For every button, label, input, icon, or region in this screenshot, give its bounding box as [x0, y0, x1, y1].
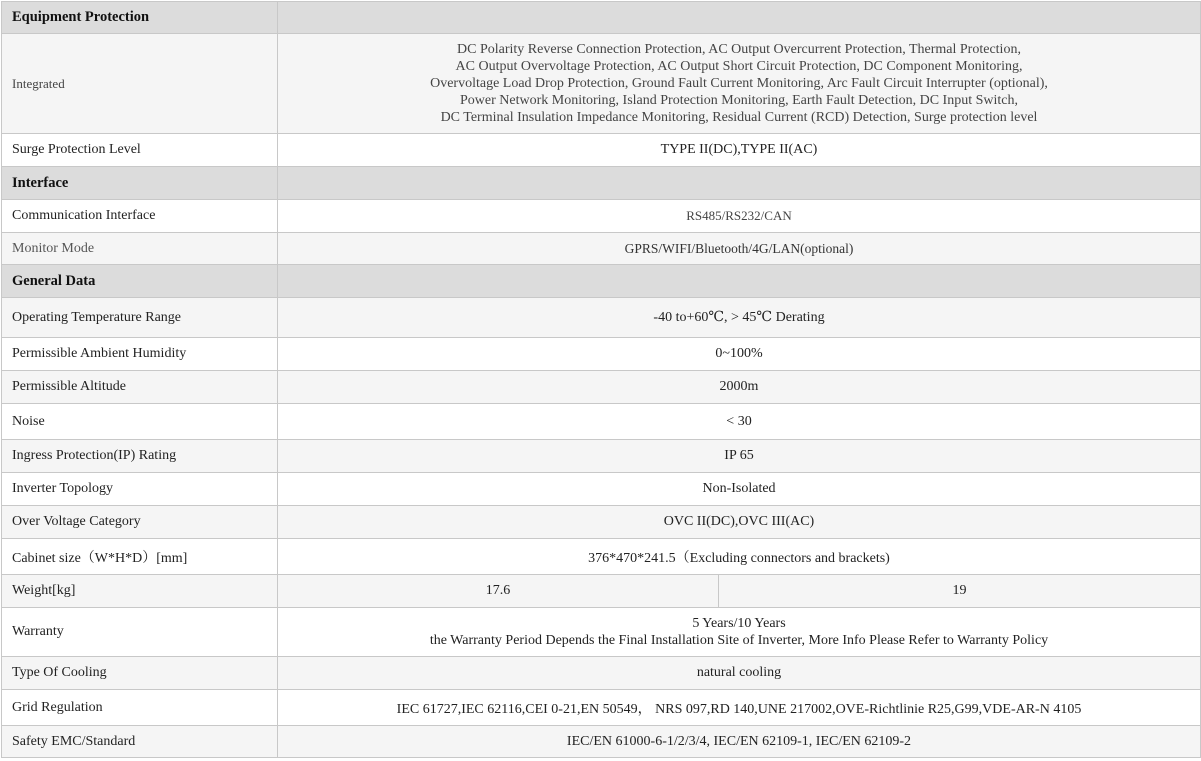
row-label: Grid Regulation	[2, 690, 278, 726]
spec-row-cabinet	[2, 539, 1201, 575]
spec-row-humidity	[2, 338, 1201, 371]
section-row-protection	[2, 2, 1201, 34]
spec-row-altitude	[2, 371, 1201, 404]
row-label: Over Voltage Category	[2, 506, 278, 539]
row-label: Inverter Topology	[2, 473, 278, 506]
row-label: Noise	[2, 404, 278, 440]
row-value: IP 65	[278, 440, 1201, 473]
row-label: Weight[kg]	[2, 575, 278, 608]
section-filler	[278, 265, 1201, 298]
spec-row-weight	[2, 575, 1201, 608]
section-row-general	[2, 265, 1201, 298]
row-label: Permissible Ambient Humidity	[2, 338, 278, 371]
row-label: Permissible Altitude	[2, 371, 278, 404]
row-value: RS485/RS232/CAN	[278, 200, 1201, 233]
spec-row-temperature	[2, 298, 1201, 338]
row-label: Integrated	[2, 34, 278, 134]
row-label: Communication Interface	[2, 200, 278, 233]
row-value: TYPE II(DC),TYPE II(AC)	[278, 134, 1201, 167]
row-value: OVC II(DC),OVC III(AC)	[278, 506, 1201, 539]
warranty-years: 5 Years/10 Years	[692, 616, 786, 631]
section-title: Interface	[2, 167, 278, 200]
row-value	[278, 34, 1201, 134]
spec-row-cooling	[2, 657, 1201, 690]
warranty-note: the Warranty Period Depends the Final Installation Site of Inverter, More Info Please Refer to Warranty Policy	[429, 633, 1049, 648]
spec-row-monitor	[2, 233, 1201, 265]
row-value: -40 to+60℃, > 45℃ Derating	[278, 298, 1201, 338]
row-value: GPRS/WIFI/Bluetooth/4G/LAN(optional)	[278, 233, 1201, 265]
row-label: Monitor Mode	[2, 233, 278, 265]
spec-row-overvoltage	[2, 506, 1201, 539]
row-value: IEC 61727,IEC 62116,CEI 0-21,EN 50549， NRS 097,RD 140,UNE 217002,OVE-Richtlinie R25,G99,VDE-AR-N 4105	[278, 690, 1201, 726]
integrated-line: AC Output Overvoltage Protection, AC Output Short Circuit Protection, DC Component Monitoring,	[455, 59, 1023, 74]
integrated-line: DC Terminal Insulation Impedance Monitoring, Residual Current (RCD) Detection, Surge protection level	[440, 110, 1038, 125]
row-value: < 30	[278, 404, 1201, 440]
integrated-line: DC Polarity Reverse Connection Protection, AC Output Overcurrent Protection, Thermal Protection,	[457, 42, 1021, 57]
row-label: Ingress Protection(IP) Rating	[2, 440, 278, 473]
row-value: Non-Isolated	[278, 473, 1201, 506]
row-value: 2000m	[278, 371, 1201, 404]
section-title: Equipment Protection	[2, 2, 278, 34]
spec-row-communication	[2, 200, 1201, 233]
spec-row-ip-rating	[2, 440, 1201, 473]
section-title: General Data	[2, 265, 278, 298]
row-value	[278, 608, 1201, 657]
section-filler	[278, 167, 1201, 200]
spec-row-integrated	[2, 34, 1201, 134]
spec-row-safety	[2, 726, 1201, 758]
spec-row-warranty	[2, 608, 1201, 657]
spec-row-surge	[2, 134, 1201, 167]
row-value: natural cooling	[278, 657, 1201, 690]
row-label: Warranty	[2, 608, 278, 657]
row-value: IEC/EN 61000-6-1/2/3/4, IEC/EN 62109-1, IEC/EN 62109-2	[278, 726, 1201, 758]
integrated-line: Overvoltage Load Drop Protection, Ground Fault Current Monitoring, Arc Fault Circuit Interrupter (optional),	[430, 76, 1048, 91]
row-value: 376*470*241.5（Excluding connectors and brackets)	[278, 539, 1201, 575]
spec-row-grid-regulation	[2, 690, 1201, 726]
spec-row-topology	[2, 473, 1201, 506]
row-label: Surge Protection Level	[2, 134, 278, 167]
spec-table	[1, 1, 1201, 758]
row-label: Safety EMC/Standard	[2, 726, 278, 758]
section-row-interface	[2, 167, 1201, 200]
row-value-model-1: 17.6	[278, 575, 719, 608]
row-value-model-2: 19	[719, 575, 1201, 608]
row-value: 0~100%	[278, 338, 1201, 371]
integrated-line: Power Network Monitoring, Island Protection Monitoring, Earth Fault Detection, DC Input Switch,	[460, 93, 1018, 108]
row-label: Operating Temperature Range	[2, 298, 278, 338]
row-label: Cabinet size（W*H*D）[mm]	[2, 539, 278, 575]
spec-row-noise	[2, 404, 1201, 440]
section-filler	[278, 2, 1201, 34]
row-label: Type Of Cooling	[2, 657, 278, 690]
